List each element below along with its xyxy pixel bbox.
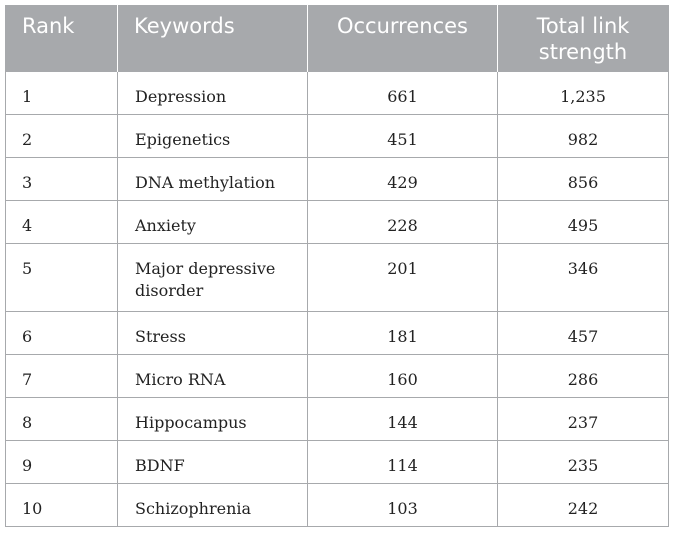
table-row — [6, 441, 669, 484]
table-body — [6, 72, 669, 527]
table-row — [6, 158, 669, 201]
cell-occurrences: 181 — [308, 312, 498, 355]
cell-rank: 1 — [6, 72, 118, 115]
keywords-table — [5, 5, 669, 527]
cell-total-link-strength: 1,235 — [498, 72, 669, 115]
cell-total-link-strength: 346 — [498, 244, 669, 312]
cell-rank: 3 — [6, 158, 118, 201]
cell-keyword: BDNF — [118, 441, 308, 484]
header-occurrences: Occurrences — [308, 5, 498, 72]
table-row — [6, 72, 669, 115]
cell-occurrences: 201 — [308, 244, 498, 312]
cell-occurrences: 103 — [308, 484, 498, 527]
header-row — [6, 5, 669, 72]
cell-keyword: Anxiety — [118, 201, 308, 244]
table-row — [6, 484, 669, 527]
cell-occurrences: 160 — [308, 355, 498, 398]
cell-occurrences: 114 — [308, 441, 498, 484]
cell-occurrences: 661 — [308, 72, 498, 115]
cell-rank: 7 — [6, 355, 118, 398]
header-total-link-strength: Total link strength — [498, 5, 669, 72]
cell-rank: 6 — [6, 312, 118, 355]
cell-keyword: Schizophrenia — [118, 484, 308, 527]
cell-keyword: Hippocampus — [118, 398, 308, 441]
cell-rank: 8 — [6, 398, 118, 441]
header-keywords: Keywords — [118, 5, 308, 72]
cell-keyword: Epigenetics — [118, 115, 308, 158]
cell-rank: 10 — [6, 484, 118, 527]
cell-occurrences: 429 — [308, 158, 498, 201]
header-rank: Rank — [6, 5, 118, 72]
table-row — [6, 355, 669, 398]
cell-occurrences: 451 — [308, 115, 498, 158]
cell-rank: 2 — [6, 115, 118, 158]
cell-total-link-strength: 982 — [498, 115, 669, 158]
cell-occurrences: 228 — [308, 201, 498, 244]
table-header — [6, 5, 669, 72]
cell-keyword: DNA methylation — [118, 158, 308, 201]
table-row — [6, 115, 669, 158]
table-row — [6, 398, 669, 441]
cell-keyword: Stress — [118, 312, 308, 355]
cell-keyword: Depression — [118, 72, 308, 115]
cell-total-link-strength: 457 — [498, 312, 669, 355]
cell-rank: 4 — [6, 201, 118, 244]
table-row — [6, 244, 669, 312]
cell-total-link-strength: 856 — [498, 158, 669, 201]
cell-total-link-strength: 242 — [498, 484, 669, 527]
cell-occurrences: 144 — [308, 398, 498, 441]
cell-keyword: Micro RNA — [118, 355, 308, 398]
cell-total-link-strength: 235 — [498, 441, 669, 484]
cell-total-link-strength: 286 — [498, 355, 669, 398]
keywords-table-container — [5, 5, 668, 527]
cell-total-link-strength: 237 — [498, 398, 669, 441]
cell-total-link-strength: 495 — [498, 201, 669, 244]
cell-rank: 9 — [6, 441, 118, 484]
table-row — [6, 201, 669, 244]
table-row — [6, 312, 669, 355]
cell-rank: 5 — [6, 244, 118, 312]
cell-keyword: Major depressive disorder — [118, 244, 308, 312]
